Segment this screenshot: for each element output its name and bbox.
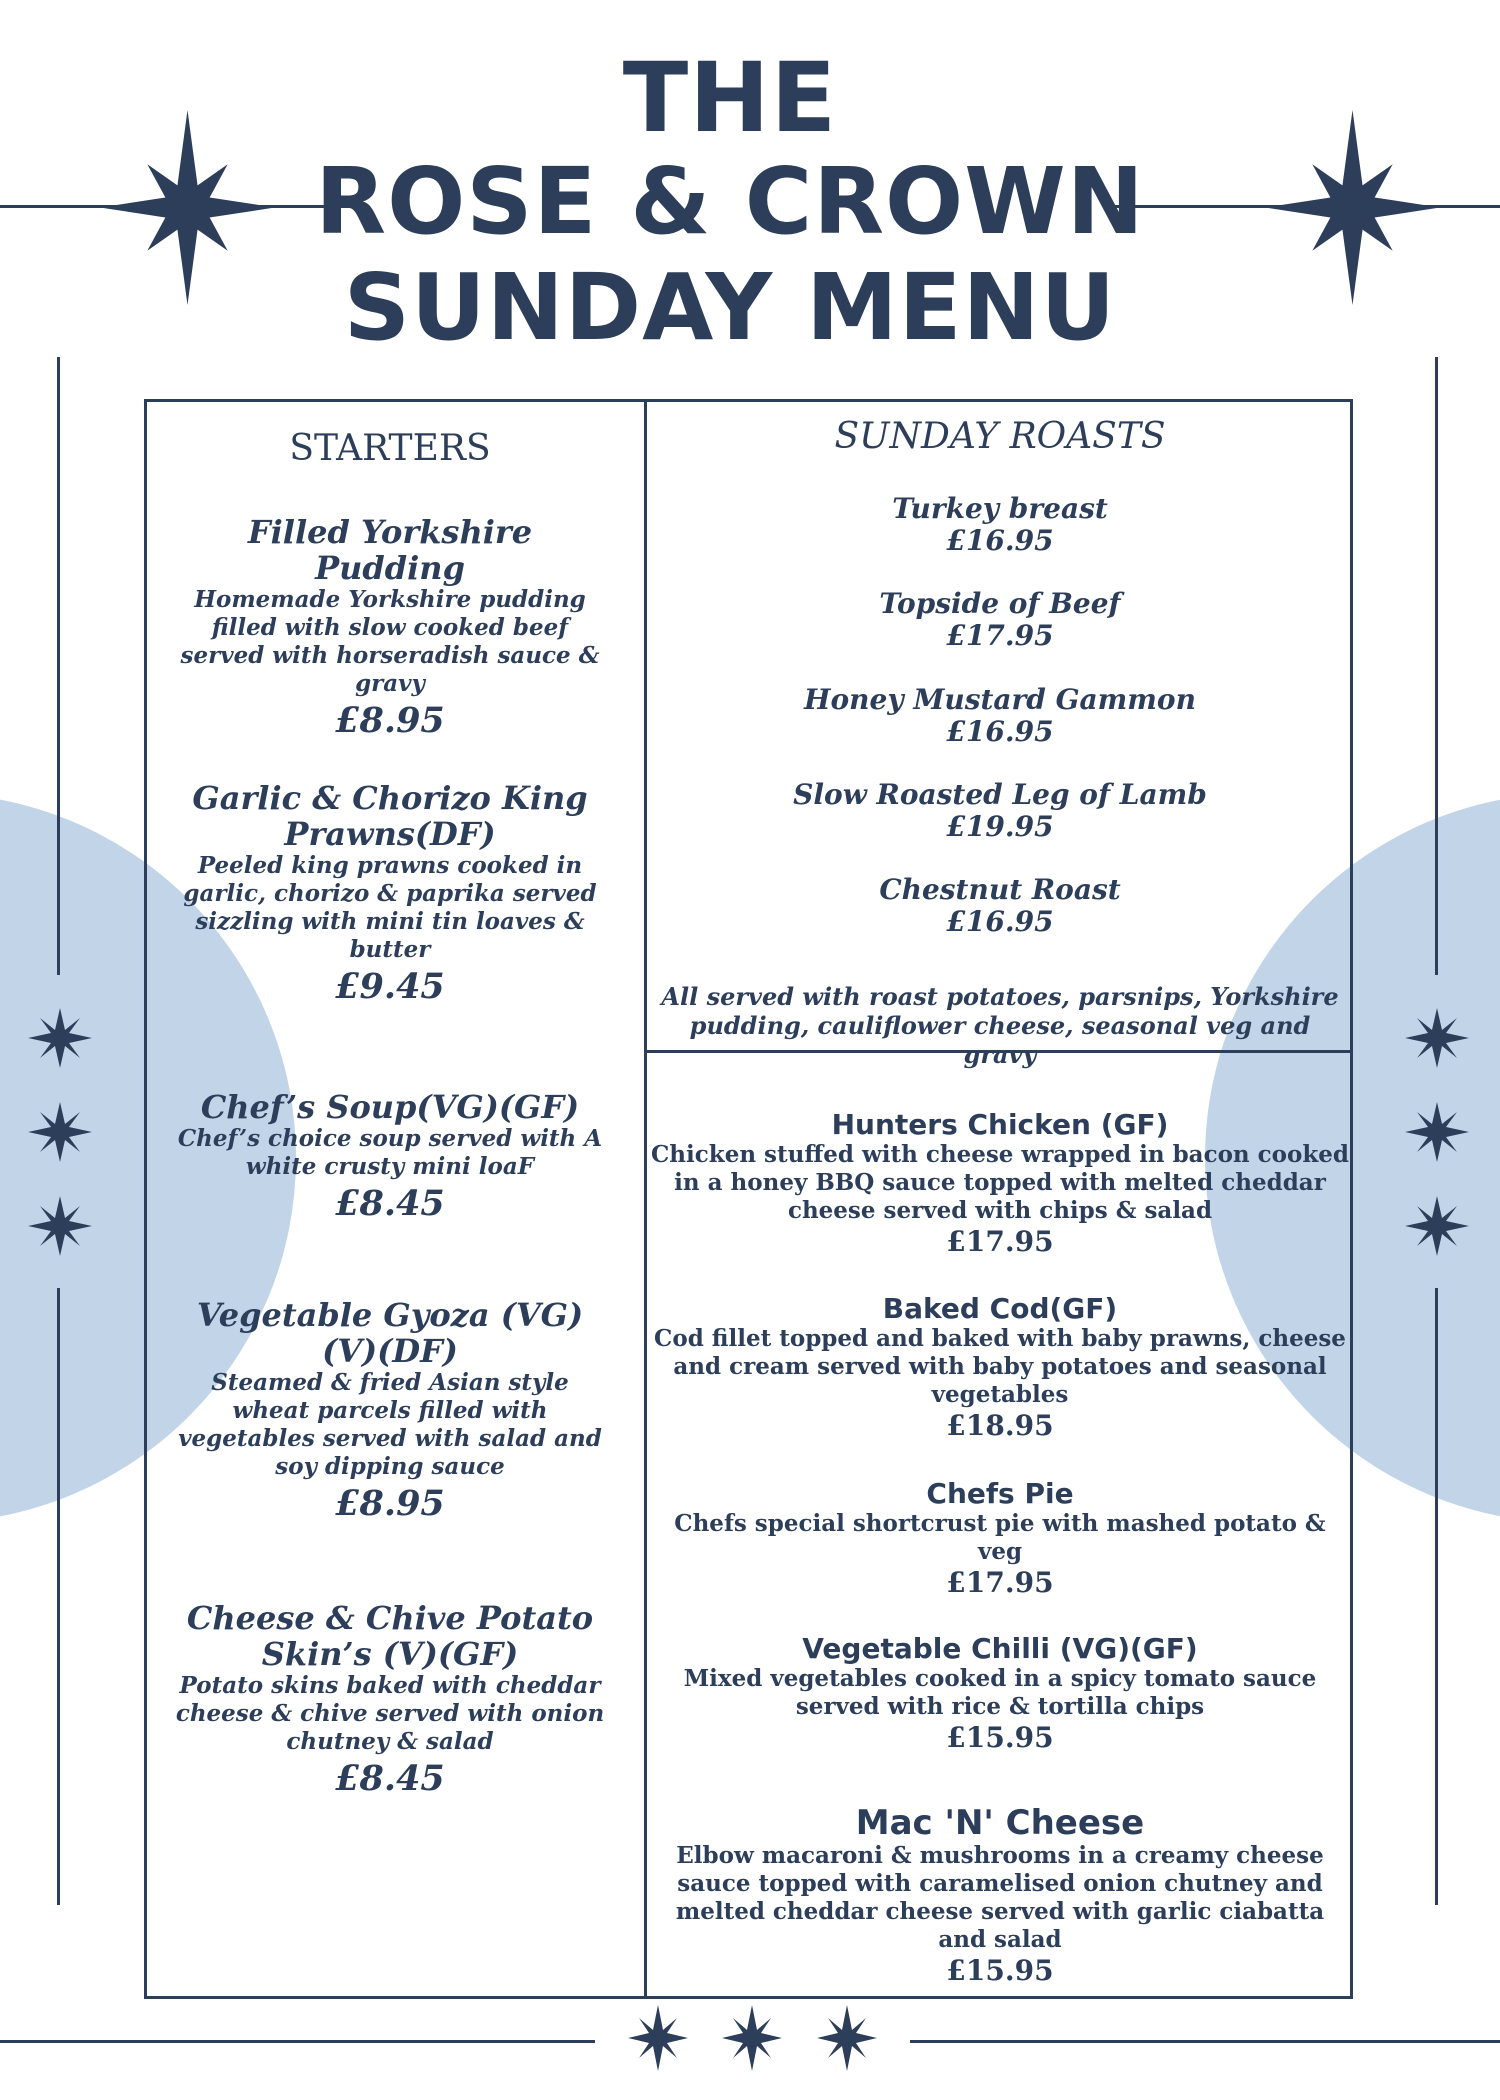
main-item — [650, 1293, 1350, 1443]
star-icon — [817, 2005, 877, 2071]
side-rule-left-top — [57, 357, 60, 975]
starters-heading: STARTERS — [289, 428, 491, 469]
starter-name: Chef’s Soup(VG)(GF) — [200, 1088, 580, 1126]
roast-price: £19.95 — [946, 810, 1054, 843]
main-description: Cod fillet topped and baked with baby prawns, cheese and cream served with baby potatoes and seasonal vegetables — [654, 1325, 1346, 1408]
starter-description: Peeled king prawns cooked in garlic, chorizo & paprika served sizzling with mini tin loaves & butter — [183, 852, 597, 963]
main-item — [650, 1804, 1350, 1988]
title-line-name: ROSE & CROWN — [315, 148, 1145, 255]
star-icon — [628, 2005, 688, 2071]
main-description: Elbow macaroni & mushrooms in a creamy cheese sauce topped with caramelised onion chutney and melted cheddar cheese served with garlic ciabatta and salad — [675, 1842, 1325, 1953]
roast-name: Turkey breast — [892, 492, 1108, 525]
starter-price: £8.45 — [335, 1758, 445, 1799]
main-name: Baked Cod(GF) — [882, 1292, 1118, 1325]
starter-description: Potato skins baked with cheddar cheese & chive served with onion chutney & salad — [175, 1672, 605, 1755]
roast-name: Honey Mustard Gammon — [804, 683, 1196, 716]
main-name: Hunters Chicken (GF) — [831, 1108, 1169, 1141]
starter-price: £8.95 — [335, 700, 445, 741]
star-icon — [1405, 1102, 1469, 1162]
starter-name: Filled Yorkshire Pudding — [247, 513, 533, 587]
starter-price: £8.45 — [335, 1183, 445, 1224]
starter-name: Garlic & Chorizo King Prawns(DF) — [192, 779, 588, 853]
roast-price: £16.95 — [946, 524, 1054, 557]
roast-item — [650, 684, 1350, 748]
star-icon — [1405, 1008, 1469, 1068]
starter-name: Cheese & Chive Potato Skin’s (V)(GF) — [186, 1599, 594, 1673]
roast-item — [650, 588, 1350, 652]
starter-price: £9.45 — [335, 966, 445, 1007]
main-price: £15.95 — [946, 1721, 1054, 1754]
roast-item — [650, 493, 1350, 557]
roast-price: £17.95 — [946, 619, 1054, 652]
starter-price: £8.95 — [335, 1483, 445, 1524]
main-price: £15.95 — [946, 1954, 1054, 1987]
roast-name: Topside of Beef — [879, 587, 1121, 620]
starter-item — [170, 780, 610, 1010]
column-divider — [644, 399, 647, 1999]
title-line-the: THE — [622, 42, 838, 154]
main-name: Vegetable Chilli (VG)(GF) — [802, 1632, 1198, 1665]
main-item — [650, 1109, 1350, 1259]
footer-rule-right — [910, 2040, 1500, 2043]
main-price: £17.95 — [946, 1225, 1054, 1258]
starter-description: Chef’s choice soup served with A white crusty mini loaF — [177, 1125, 603, 1180]
starter-description: Steamed & fried Asian style wheat parcels filled with vegetables served with salad and soy dipping sauce — [178, 1369, 602, 1480]
main-name: Chefs Pie — [926, 1477, 1074, 1510]
starter-item — [170, 1297, 610, 1527]
starter-item — [170, 1600, 610, 1802]
main-description: Chefs special shortcrust pie with mashed potato & veg — [674, 1510, 1326, 1565]
roast-name: Slow Roasted Leg of Lamb — [793, 778, 1207, 811]
title-line-menu: SUNDAY MENU — [343, 254, 1117, 361]
starter-item — [170, 514, 610, 744]
star-icon — [28, 1102, 92, 1162]
roasts-heading: SUNDAY ROASTS — [834, 416, 1166, 457]
main-item — [650, 1478, 1350, 1600]
roast-name: Chestnut Roast — [879, 873, 1121, 906]
side-rule-right-bottom — [1435, 1288, 1438, 1905]
roast-item — [650, 874, 1350, 938]
roast-item — [650, 779, 1350, 843]
starter-item — [170, 1089, 610, 1227]
star-icon — [28, 1008, 92, 1068]
main-price: £18.95 — [946, 1409, 1054, 1442]
star-icon — [722, 2005, 782, 2071]
roast-price: £16.95 — [946, 715, 1054, 748]
roasts-note: All served with roast potatoes, parsnips, Yorkshire pudding, cauliflower cheese, seasonal veg and gravy — [661, 982, 1339, 1069]
starter-name: Vegetable Gyoza (VG)(V)(DF) — [196, 1296, 584, 1370]
main-item — [650, 1633, 1350, 1755]
starter-description: Homemade Yorkshire pudding filled with slow cooked beef served with horseradish sauce & gravy — [180, 586, 600, 697]
side-rule-right-top — [1435, 357, 1438, 975]
roast-price: £16.95 — [946, 905, 1054, 938]
main-description: Chicken stuffed with cheese wrapped in bacon cooked in a honey BBQ sauce topped with melted cheddar cheese served with chips & salad — [650, 1141, 1349, 1224]
star-icon — [28, 1196, 92, 1256]
main-price: £17.95 — [946, 1566, 1054, 1599]
main-description: Mixed vegetables cooked in a spicy tomato sauce served with rice & tortilla chips — [683, 1665, 1317, 1720]
footer-rule-left — [0, 2040, 595, 2043]
star-icon — [1405, 1196, 1469, 1256]
main-name: Mac 'N' Cheese — [855, 1803, 1145, 1843]
side-rule-left-bottom — [57, 1288, 60, 1905]
